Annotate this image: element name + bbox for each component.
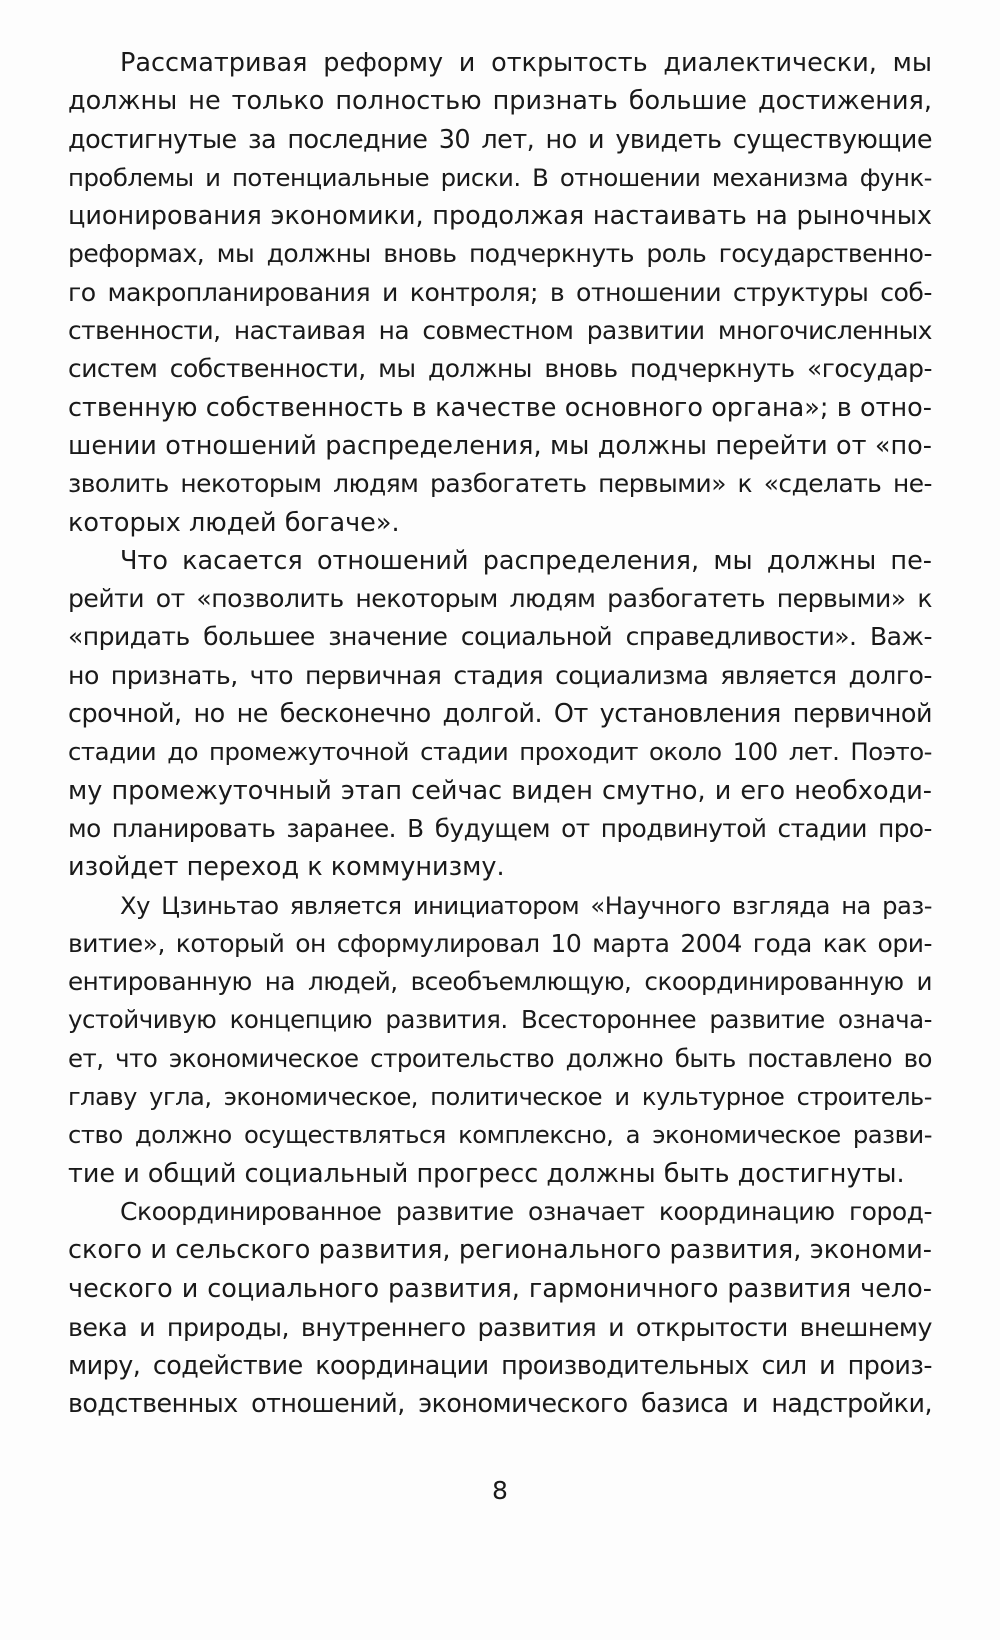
page-number: 8 (492, 1476, 508, 1505)
paragraph (68, 1193, 932, 1423)
text-line: систем собственности, мы должны вновь подчеркнуть «государ- (68, 354, 932, 384)
text-line: водственных отношений, экономического базиса и надстройки, (68, 1388, 932, 1419)
text-line: достигнутые за последние 30 лет, но и увидеть существующие (68, 124, 932, 155)
text-line: Рассматривая реформу и открытость диалектически, мы (120, 48, 932, 78)
text-line: века и природы, внутреннего развития и открытости внешнему (68, 1311, 932, 1342)
text-line: ентированную на людей, всеобъемлющую, скоординированную и (68, 967, 932, 997)
text-line: му промежуточный этап сейчас виден смутно, и его необходи- (68, 775, 932, 806)
text-line: зволить некоторым людям разбогатеть первыми» к «сделать не- (68, 469, 932, 499)
text-line: витие», который он сформулировал 10 марта 2004 года как ори- (68, 928, 932, 958)
text-line: Ху Цзиньтао является инициатором «Научного взгляда на раз- (120, 891, 932, 920)
text-line: ет, что экономическое строительство должно быть поставлено во (68, 1043, 932, 1073)
text-line: ского и сельского развития, регионального развития, экономи- (68, 1235, 932, 1266)
text-line: устойчивую концепцию развития. Всестороннее развитие означа- (68, 1005, 932, 1035)
text-line: которых людей богаче». (68, 507, 400, 538)
text-line: стадии до промежуточной стадии проходит около 100 лет. Поэто- (68, 737, 932, 767)
text-line: изойдет переход к коммунизму. (68, 852, 505, 883)
body-text (68, 44, 932, 1423)
text-line: реформах, мы должны вновь подчеркнуть роль государственно- (68, 239, 932, 269)
text-line: миру, содействие координации производительных сил и произ- (68, 1350, 932, 1381)
paragraph (68, 887, 932, 1193)
text-line: мо планировать заранее. В будущем от продвинутой стадии про- (68, 813, 932, 843)
paragraph (68, 542, 932, 887)
text-line: ственную собственность в качестве основного органа»; в отно- (68, 392, 932, 423)
text-line: ционирования экономики, продолжая настаивать на рыночных (68, 201, 932, 232)
text-line: должны не только полностью признать большие достижения, (68, 86, 932, 117)
text-line: главу угла, экономическое, политическое и культурное строитель- (68, 1083, 932, 1112)
text-line: шении отношений распределения, мы должны перейти от «по- (68, 430, 932, 461)
text-line: ство должно осуществляться комплексно, а экономическое разви- (68, 1120, 932, 1150)
text-line: срочной, но не бесконечно долгой. От установления первичной (68, 699, 932, 730)
text-line: Что касается отношений распределения, мы должны пе- (120, 545, 932, 576)
text-line: но признать, что первичная стадия социализма является долго- (68, 660, 932, 690)
text-line: проблемы и потенциальные риски. В отношении механизма функ- (68, 162, 932, 192)
text-line: Скоординированное развитие означает координацию город- (120, 1196, 932, 1226)
paragraph (68, 44, 932, 542)
text-line: тие и общий социальный прогресс должны быть достигнуты. (68, 1158, 905, 1189)
text-line: ческого и социального развития, гармоничного развития чело- (68, 1273, 932, 1304)
text-line: «придать большее значение социальной справедливости». Важ- (68, 622, 932, 652)
text-line: рейти от «позволить некоторым людям разбогатеть первыми» к (68, 584, 932, 614)
text-line: го макропланирования и контроля; в отношении структуры соб- (68, 277, 932, 307)
text-line: ственности, настаивая на совместном развитии многочисленных (68, 316, 932, 346)
